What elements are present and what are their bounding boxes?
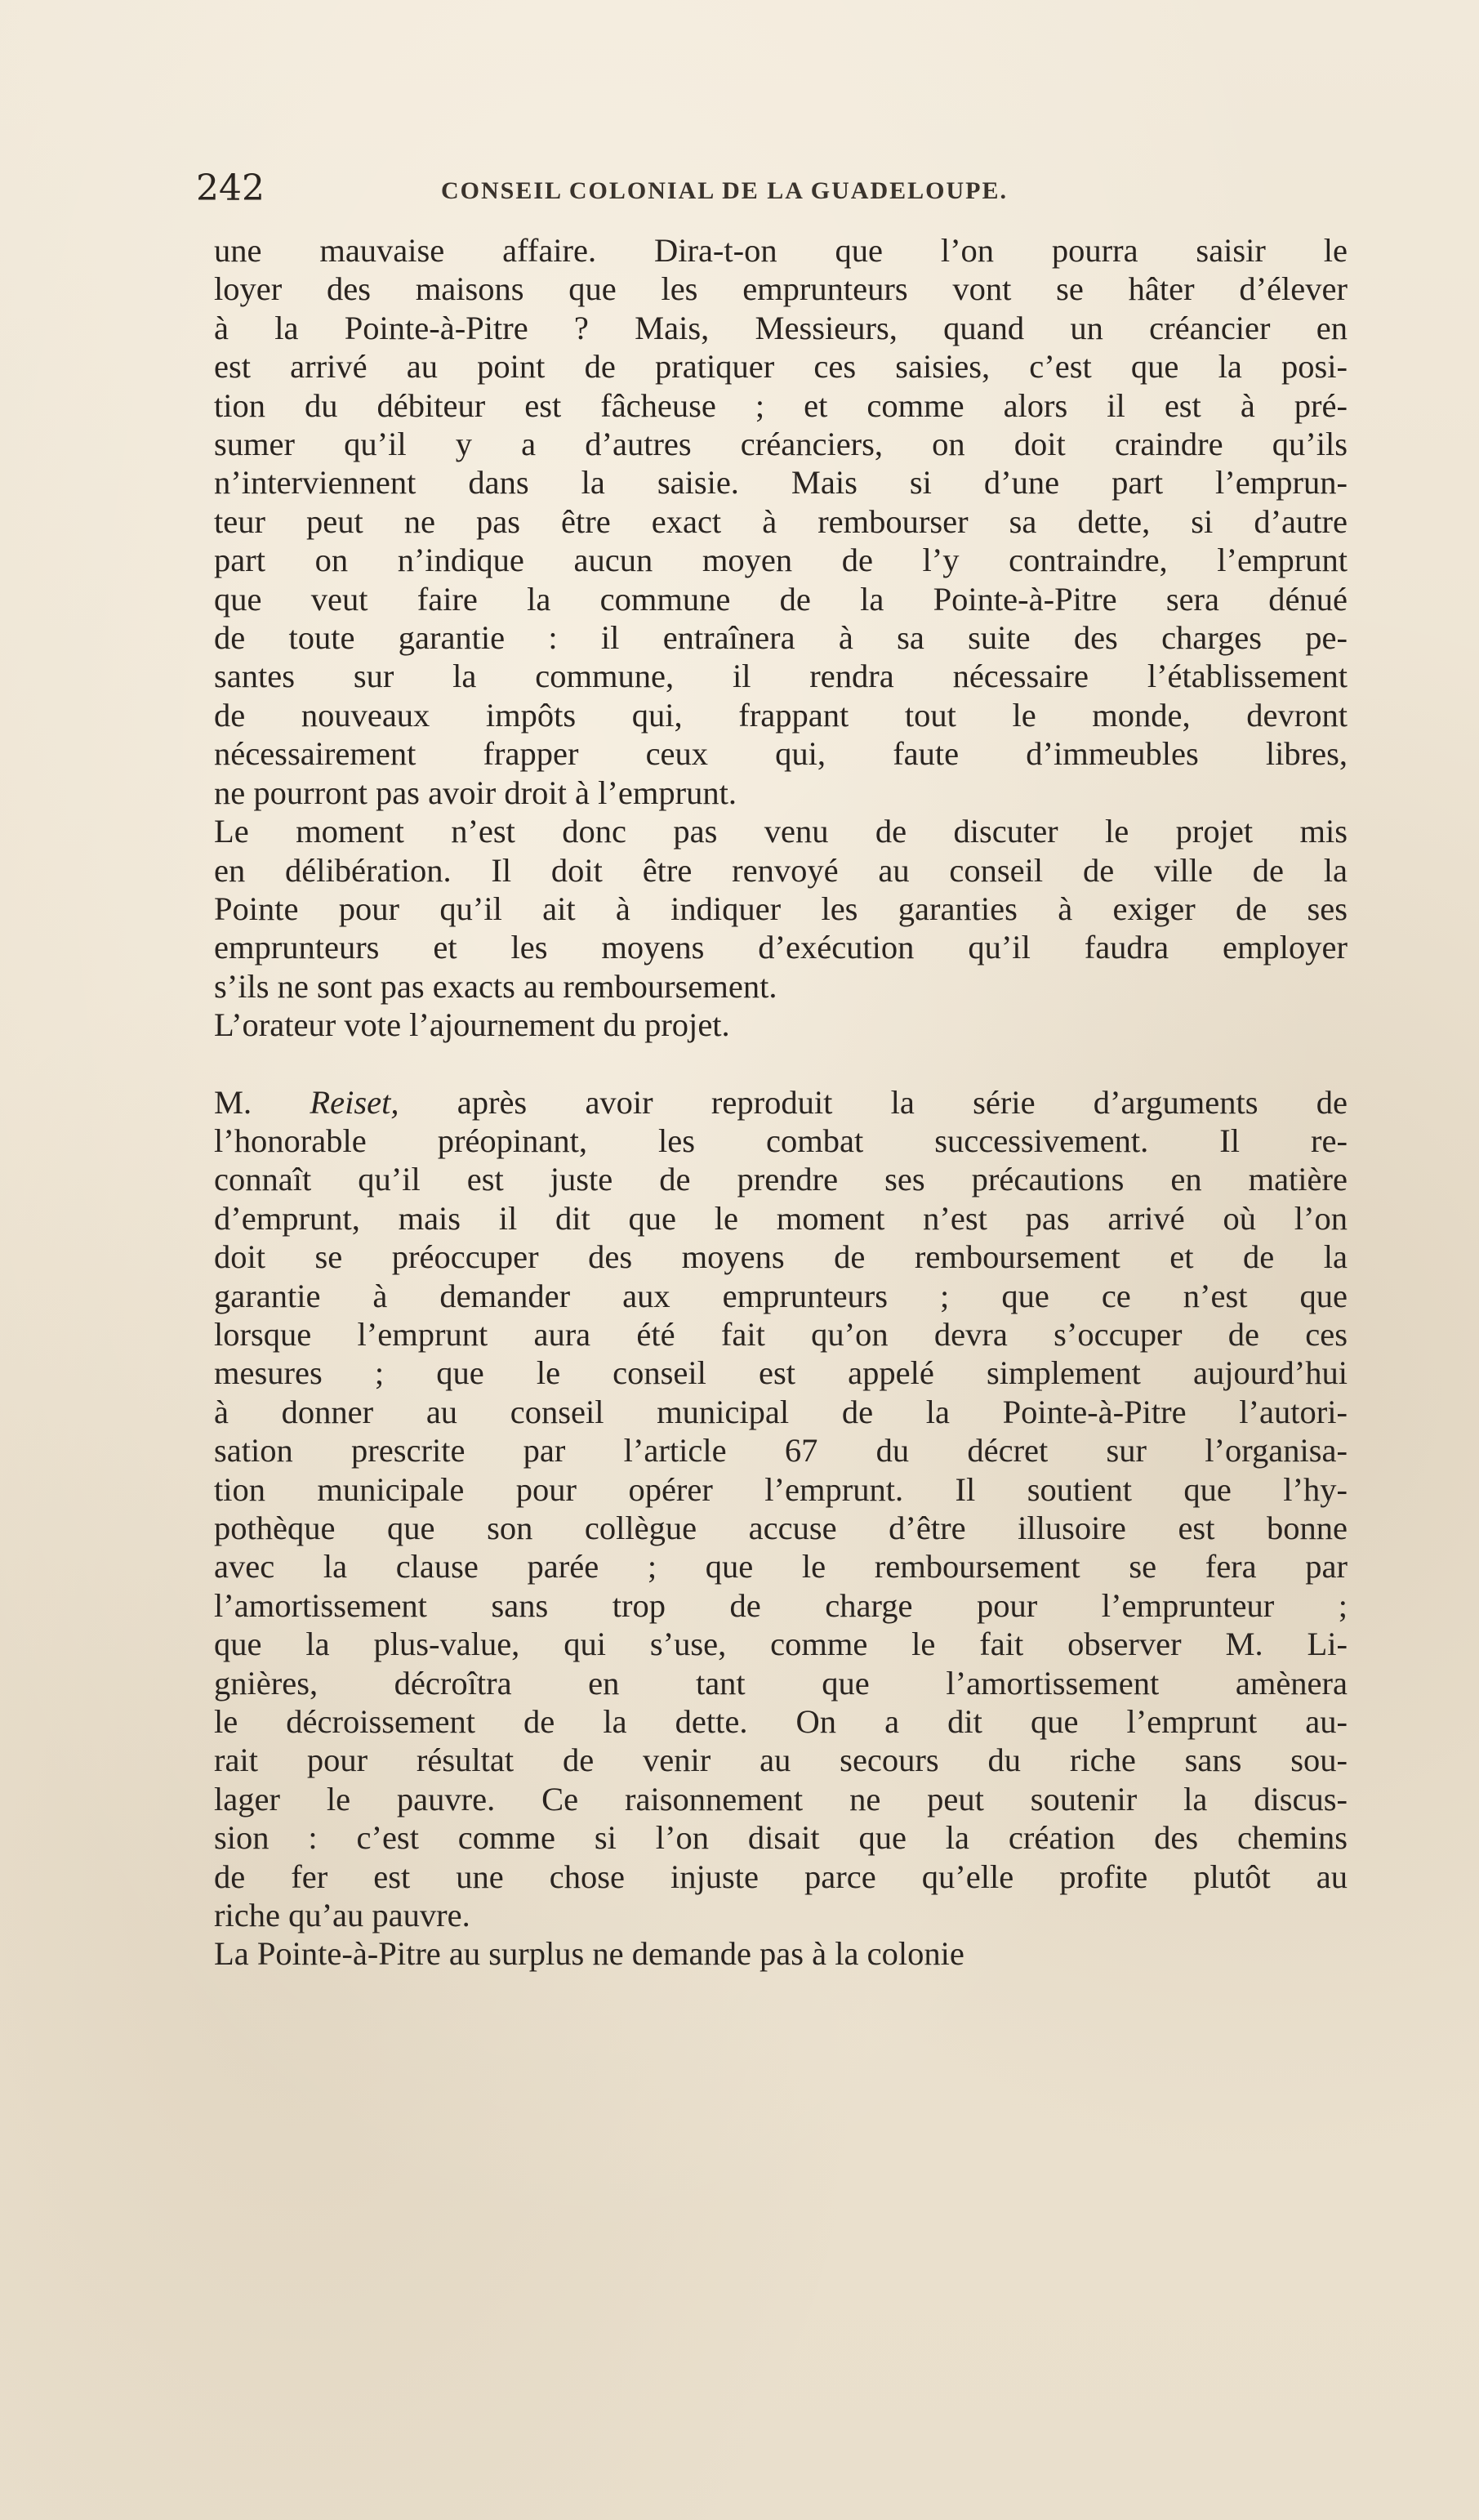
- text-line: avec la clause parée ; que le remboursement se fera par: [214, 1548, 1348, 1586]
- text-line: de nouveaux impôts qui, frappant tout le monde, devront: [214, 696, 1348, 734]
- text-line: de toute garantie : il entraînera à sa suite des charges pe-: [214, 619, 1348, 657]
- text-line: santes sur la commune, il rendra nécessaire l’établissement: [214, 658, 1348, 695]
- text-line: nécessairement frapper ceux qui, faute d’immeubles libres,: [214, 735, 1348, 773]
- text-line: La Pointe-à-Pitre au surplus ne demande pas à la colonie: [214, 1935, 964, 1973]
- text-line: est arrivé au point de pratiquer ces saisies, c’est que la posi-: [214, 348, 1348, 386]
- paragraph-5: [214, 1934, 1348, 1973]
- text-line: part on n’indique aucun moyen de l’y contraindre, l’emprunt: [214, 542, 1348, 579]
- text-line: L’orateur vote l’ajournement du projet.: [214, 1006, 730, 1044]
- text-line: riche qu’au pauvre.: [214, 1897, 470, 1934]
- text-line: Le moment n’est donc pas venu de discuter le projet mis: [214, 813, 1348, 850]
- text-line: mesures ; que le conseil est appelé simplement aujourd’hui: [214, 1354, 1348, 1392]
- page-header: [196, 167, 1348, 216]
- text-line: une mauvaise affaire. Dira-t-on que l’on pourra saisir le: [214, 232, 1348, 269]
- text-line: l’honorable préopinant, les combat successivement. Il re-: [214, 1122, 1348, 1159]
- text-line: loyer des maisons que les emprunteurs vont se hâter d’élever: [214, 270, 1348, 308]
- text-line: teur peut ne pas être exact à rembourser sa dette, si d’autre: [214, 502, 1348, 540]
- text-line: lorsque l’emprunt aura été fait qu’on devra s’occuper de ces: [214, 1315, 1348, 1353]
- text-line: d’emprunt, mais il dit que le moment n’est pas arrivé où l’on: [214, 1199, 1348, 1237]
- text-line: que veut faire la commune de la Pointe-à-Pitre sera dénué: [214, 580, 1348, 618]
- text-line: lager le pauvre. Ce raisonnement ne peut soutenir la discus-: [214, 1780, 1348, 1818]
- body-text: [214, 231, 1348, 1974]
- text-line: sumer qu’il y a d’autres créanciers, on doit craindre qu’ils: [214, 426, 1348, 463]
- text-line: pothèque que son collègue accuse d’être illusoire est bonne: [214, 1510, 1348, 1546]
- text-line: sion : c’est comme si l’on disait que la création des chemins: [214, 1819, 1348, 1857]
- text-line: à donner au conseil municipal de la Pointe-à-Pitre l’autori-: [214, 1393, 1348, 1430]
- page-number: 242: [196, 167, 265, 209]
- paragraph-3: [214, 1006, 1348, 1044]
- text-line: tion municipale pour opérer l’emprunt. Il soutient que l’hy-: [214, 1470, 1348, 1508]
- text-line: Pointe pour qu’il ait à indiquer les garanties à exiger de ses: [214, 890, 1348, 927]
- text-line: emprunteurs et les moyens d’exécution qu’il faudra employer: [214, 929, 1348, 966]
- text-line: en délibération. Il doit être renvoyé au conseil de ville de la: [214, 851, 1348, 889]
- running-head: CONSEIL COLONIAL DE LA GUADELOUPE.: [441, 177, 1008, 204]
- text-line: garantie à demander aux emprunteurs ; que ce n’est que: [214, 1277, 1348, 1314]
- text-line: connaît qu’il est juste de prendre ses précautions en matière: [214, 1161, 1348, 1198]
- text-line: rait pour résultat de venir au secours du riche sans sou-: [214, 1742, 1348, 1779]
- text-line: [214, 1083, 1348, 1122]
- text-line: sation prescrite par l’article 67 du décret sur l’organisa-: [214, 1432, 1348, 1470]
- speaker-prefix: M.: [214, 1083, 310, 1121]
- paragraph-1: [214, 231, 1348, 812]
- text-line: gnières, décroîtra en tant que l’amortissement amènera: [214, 1664, 1348, 1702]
- speaker-name: Reiset,: [310, 1083, 399, 1121]
- text-line: n’interviennent dans la saisie. Mais si d’une part l’emprun-: [214, 464, 1348, 502]
- text-line: à la Pointe-à-Pitre ? Mais, Messieurs, quand un créancier en: [214, 309, 1348, 346]
- text-line: le décroissement de la dette. On a dit que l’emprunt au-: [214, 1703, 1348, 1741]
- paragraph-4-speaker: [214, 1083, 1348, 1935]
- text-line: doit se préoccuper des moyens de remboursement et de la: [214, 1238, 1348, 1276]
- text-line: tion du débiteur est fâcheuse ; et comme alors il est à pré-: [214, 386, 1348, 424]
- text-line: ne pourront pas avoir droit à l’emprunt.: [214, 774, 737, 811]
- paragraph-2: [214, 812, 1348, 1006]
- text-line: que la plus-value, qui s’use, comme le fait observer M. Li-: [214, 1626, 1348, 1663]
- paragraph-gap: [214, 1045, 1348, 1083]
- text-line: de fer est une chose injuste parce qu’elle profite plutôt au: [214, 1858, 1348, 1895]
- text-line: l’amortissement sans trop de charge pour l’emprunteur ;: [214, 1586, 1348, 1624]
- text-line: s’ils ne sont pas exacts au remboursement.: [214, 967, 777, 1005]
- speaker-text: après avoir reproduit la série d’arguments de: [399, 1083, 1348, 1121]
